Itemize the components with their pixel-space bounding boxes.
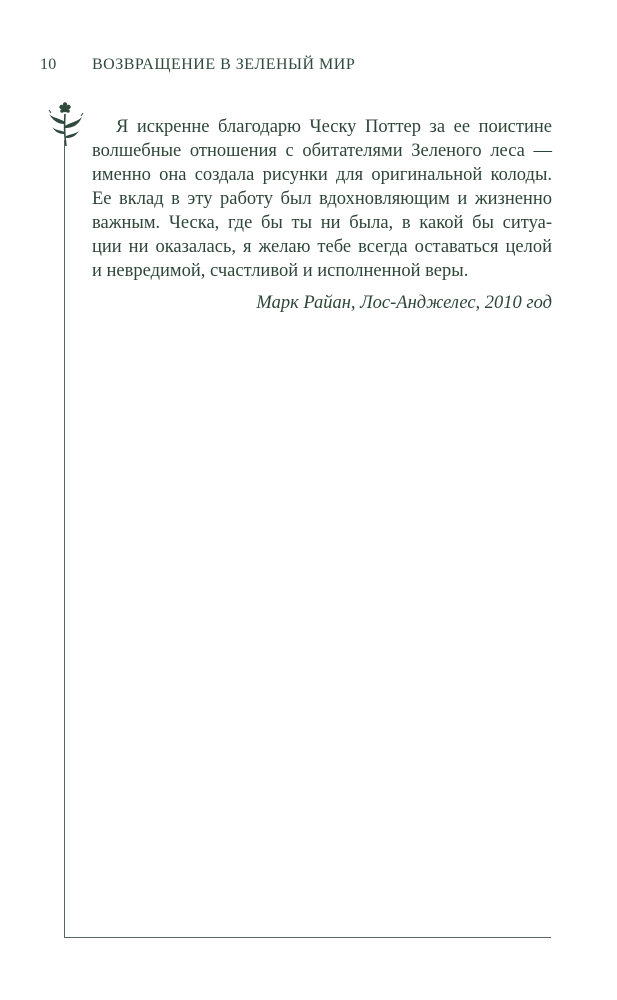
paragraph-line: волшебные отношения с обитателями Зеленого леса — [92, 141, 552, 161]
flower-sprig-icon [46, 100, 86, 148]
running-head-title: ВОЗВРАЩЕНИЕ В ЗЕЛЕНЫЙ МИР [92, 56, 356, 73]
paragraph-line: ции ни оказалась, я желаю тебе всегда оставаться целой [92, 237, 552, 257]
paragraph-line: именно она создала рисунки для оригинальной колоды. [92, 165, 552, 185]
body-paragraph [92, 115, 552, 283]
signature: Марк Райан, Лос-Анджелес, 2010 год [256, 293, 552, 313]
paragraph-line: и невредимой, счастливой и исполненной веры. [92, 261, 469, 281]
margin-rule-horizontal [64, 937, 551, 938]
paragraph-line: Ее вклад в эту работу был вдохновляющим и жизненно [92, 189, 552, 209]
margin-rule-vertical [64, 140, 65, 937]
paragraph-line: Я искренне благодарю Ческу Поттер за ее поистине [116, 117, 552, 137]
paragraph-line: важным. Ческа, где бы ты ни была, в какой бы ситуа- [92, 213, 552, 233]
page-number: 10 [40, 56, 57, 73]
